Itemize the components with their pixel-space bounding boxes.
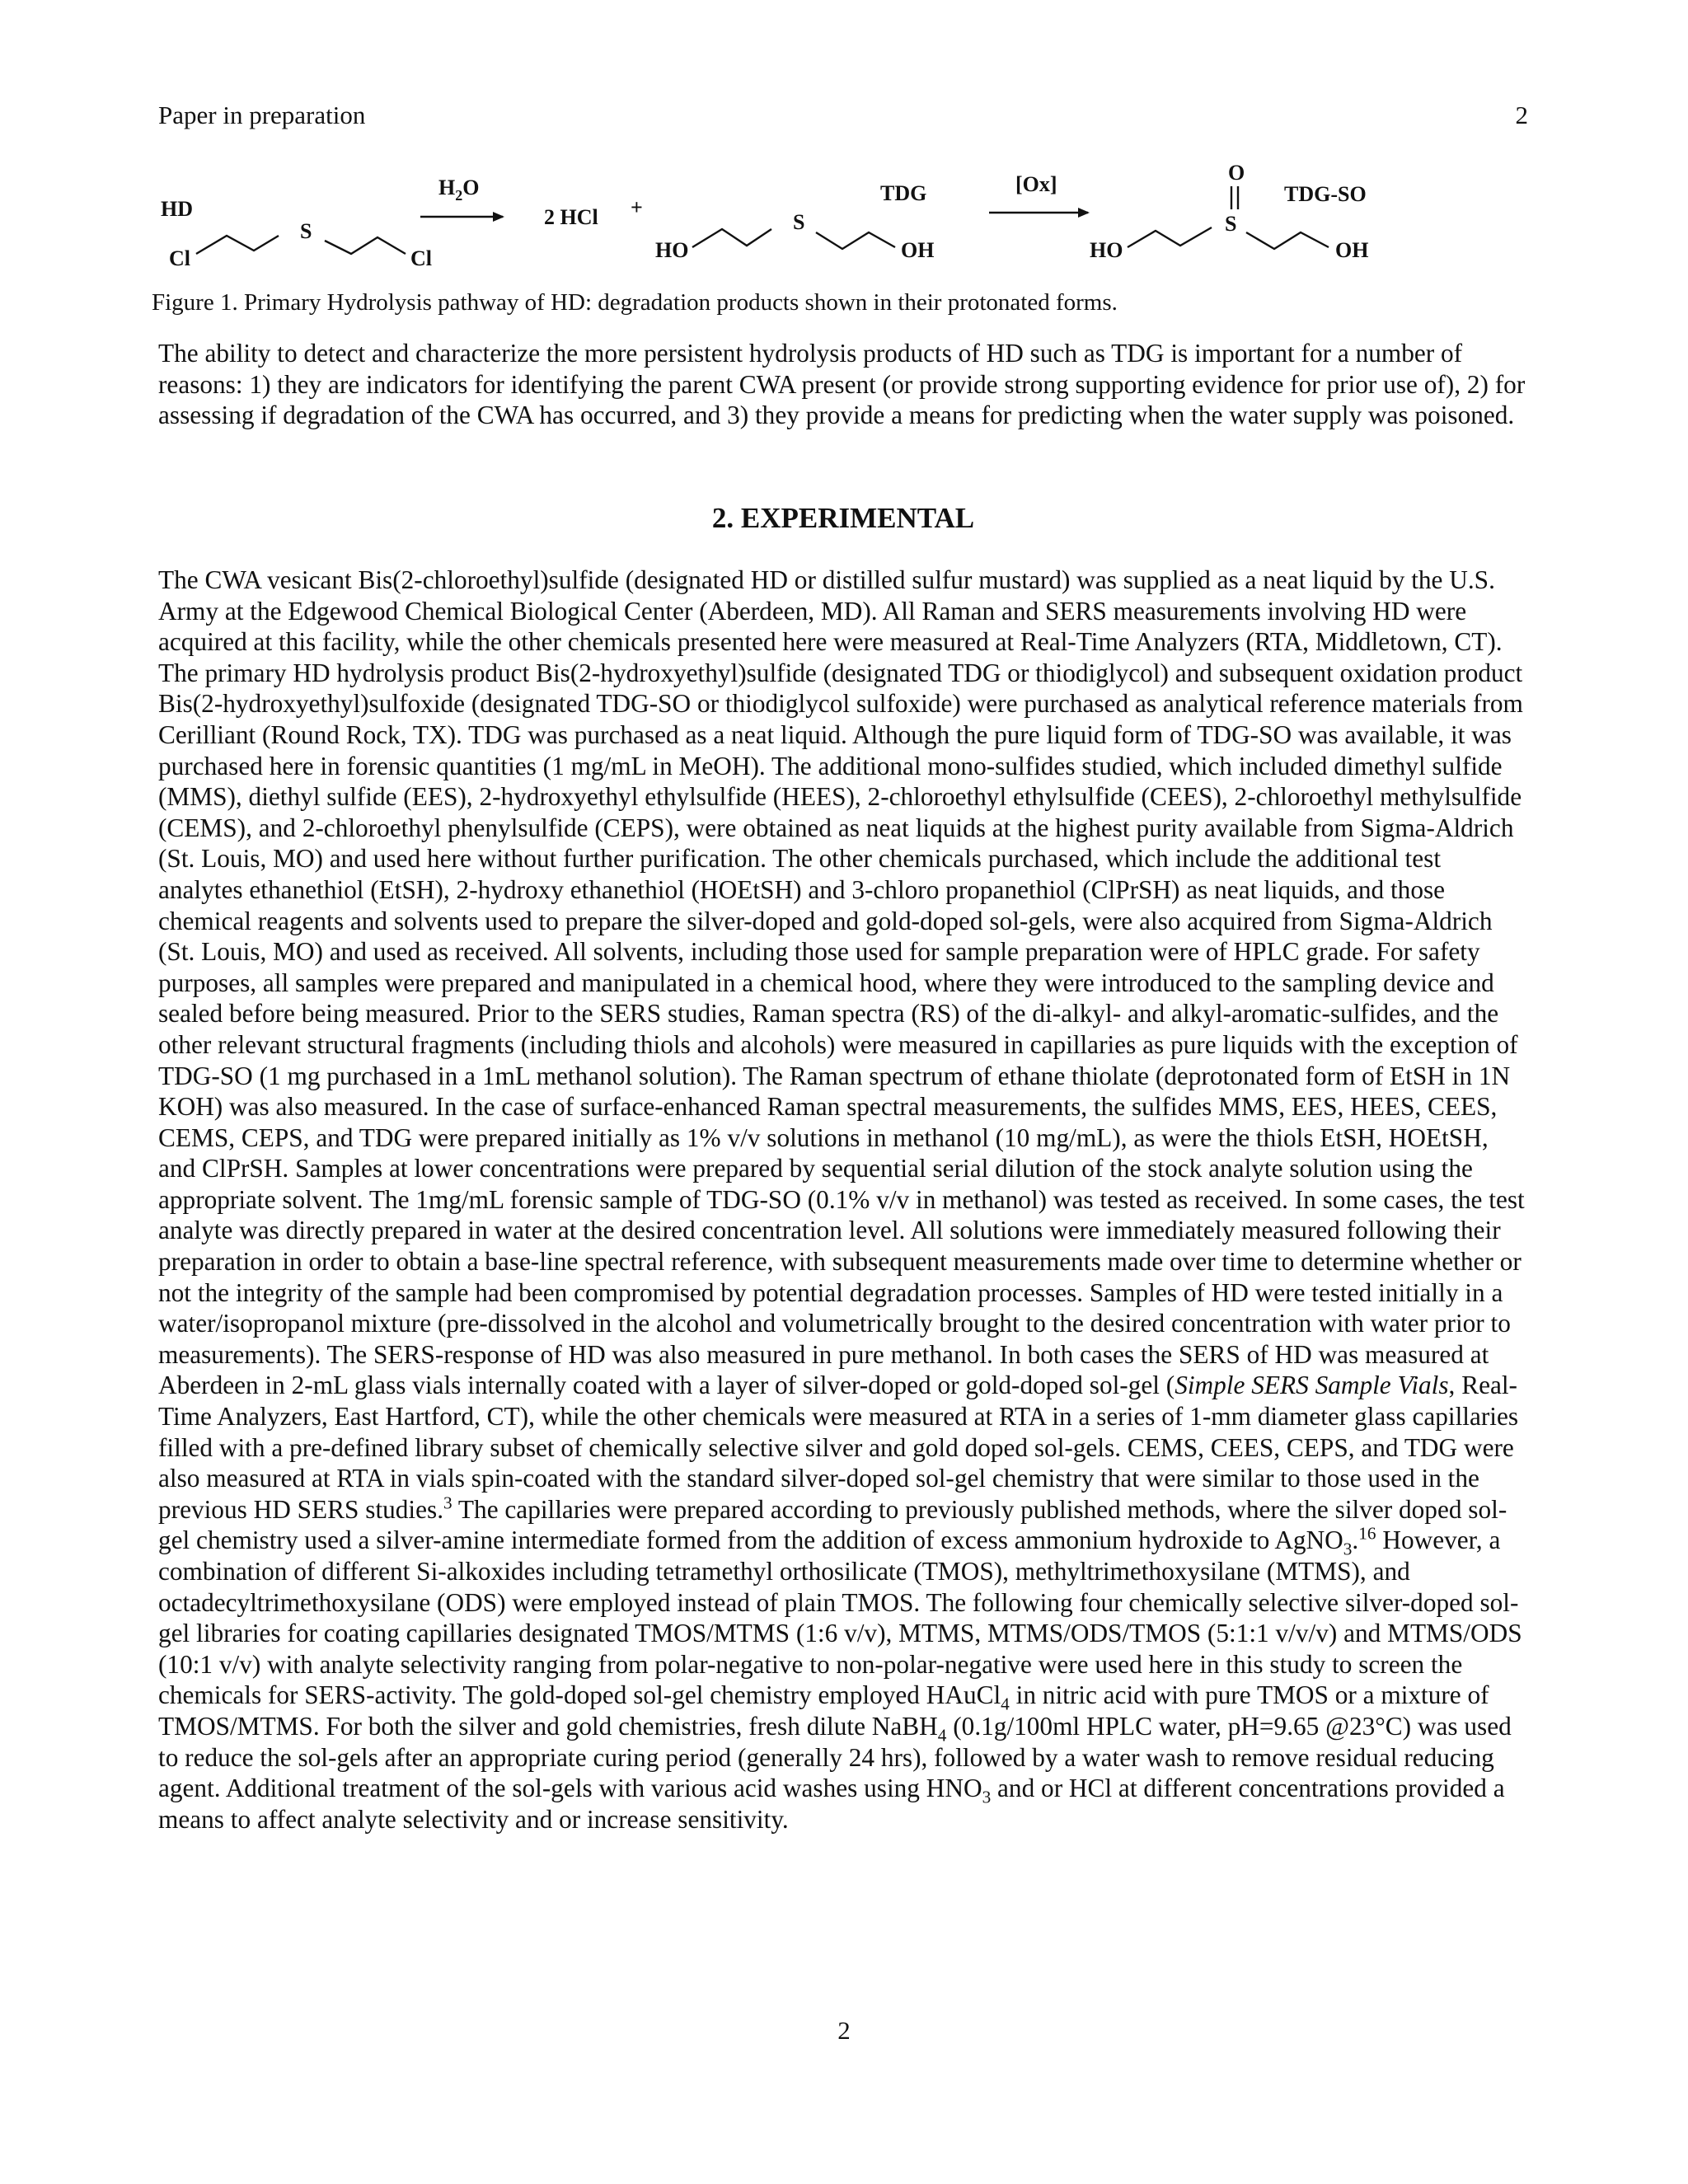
- hd-cl-right: Cl: [410, 246, 432, 270]
- plus-sign: +: [631, 195, 643, 219]
- section-heading: 2. EXPERIMENTAL: [711, 502, 975, 534]
- tdg-skeleton-right: [816, 232, 895, 249]
- hd-skeleton: [196, 236, 279, 254]
- hcl-label: 2 HCl: [544, 205, 598, 229]
- tdg-sulfur: S: [793, 210, 805, 234]
- hd-sulfur: S: [300, 219, 312, 243]
- tdg-so-label: TDG-SO: [1284, 182, 1367, 206]
- tdg-so-skeleton-right: [1246, 232, 1329, 249]
- hd-cl-left: Cl: [169, 246, 190, 270]
- figure-caption: Figure 1. Primary Hydrolysis pathway of HD: degradation products shown in their protonated forms.: [152, 289, 1118, 316]
- product-name-italic: Simple SERS Sample Vials: [1175, 1371, 1449, 1400]
- tdg-so-oh: OH: [1335, 238, 1369, 262]
- citation-ref: 3: [443, 1493, 452, 1513]
- oxidation-arrowhead: [1078, 208, 1090, 218]
- footer-page-number: 2: [837, 2016, 851, 2045]
- tdg-ho: HO: [655, 238, 689, 262]
- tdg-so-ho: HO: [1090, 238, 1123, 262]
- running-header: [158, 99, 1528, 132]
- reaction-scheme-figure: [148, 157, 1434, 280]
- sulfoxide-oxygen: O: [1228, 161, 1245, 185]
- tdg-label: TDG: [880, 181, 927, 205]
- header-title: Paper in preparation: [158, 101, 366, 129]
- tdg-so-sulfur: S: [1225, 212, 1237, 236]
- water-label: $H_2O$: [438, 176, 480, 204]
- hd-skeleton-right: [325, 237, 406, 254]
- tdg-so-skeleton-left: [1128, 227, 1212, 247]
- hydrolysis-arrowhead: [493, 212, 504, 222]
- hd-label: HD: [161, 197, 193, 221]
- header-page-number: 2: [1515, 101, 1528, 129]
- intro-paragraph: The ability to detect and characterize the more persistent hydrolysis products of HD such as TDG is important for a number of reasons: 1) they are indicators for identifying the parent CWA present (or provide strong supporting evidence for prior use of), 2) for assessing if degradation of the CWA has occurred, and 3) they provide a means for predicting when the water supply was poisoned.: [158, 339, 1526, 430]
- citation-ref: 16: [1358, 1523, 1376, 1544]
- tdg-oh: OH: [901, 238, 935, 262]
- oxidation-label: [Ox]: [1015, 172, 1057, 196]
- experimental-paragraph: The CWA vesicant Bis(2-chloroethyl)sulfide (designated HD or distilled sulfur mustard) was supplied as a neat liquid by the U.S. Army at the Edgewood Chemical Biological Center (Aberdeen, MD). All Raman and SERS measurements involving HD were acquired at this facility, while the other chemicals presented here were measured at Real-Time Analyzers (RTA, Middletown, CT). The primary HD hydrolysis product Bis(2-hydroxyethyl)sulfide (designated TDG or thiodiglycol) and subsequent oxidation product Bis(2-hydroxyethyl)sulfoxide (designated TDG-SO or thiodiglycol sulfoxide) were purchased as analytical reference materials from Cerilliant (Round Rock, TX). TDG was purchased as a neat liquid. Although the pure liquid form of TDG-SO was available, it was purchased here in forensic quantities (1 mg/mL in MeOH). The additional mono-sulfides studied, which included dimethyl sulfide (MMS), diethyl sulfide (EES), 2-hydroxyethyl ethylsulfide (HEES), 2-chloroethyl ethylsulfide (CEES), 2-chloroethyl methylsulfide (CEMS), and 2-chloroethyl phenylsulfide (CEPS), were obtained as neat liquids at the highest purity available from Sigma-Aldrich (St. Louis, MO) and used here without further purification. The other chemicals purchased, which include the additional test analytes ethanethiol (EtSH), 2-hydroxy ethanethiol (HOEtSH) and 3-chloro propanethiol (ClPrSH) as neat liquids, and those chemical reagents and solvents used to prepare the silver-doped and gold-doped sol-gels, were also acquired from Sigma-Aldrich (St. Louis, MO) and used as received. All solvents, including those used for sample preparation were of HPLC grade. For safety purposes, all samples were prepared and manipulated in a chemical hood, where they were introduced to the sampling device and sealed before being measured. Prior to the SERS studies, Raman spectra (RS) of the di-alkyl- and alkyl-aromatic-sulfides, and the other relevant structural fragments (including thiols and alcohols) were measured in capillaries as pure liquids with the exception of TDG-SO (1 mg purchased in a 1mL methanol solution). The Raman spectrum of ethane thiolate (deprotonated form of EtSH in 1N KOH) was also measured. In the case of surface-enhanced Raman spectral measurements, the sulfides MMS, EES, HEES, CEES, CEMS, CEPS, and TDG were prepared initially as 1% v/v solutions in methanol (10 mg/mL), as were the thiols EtSH, HOEtSH, and ClPrSH. Samples at lower concentrations were prepared by sequential serial dilution of the stock analyte solution using the appropriate solvent. The 1mg/mL forensic sample of TDG-SO (0.1% v/v in methanol) was tested as received. In some cases, the test analyte was directly prepared in water at the desired concentration level. All solutions were immediately measured following their preparation in order to obtain a base-line spectral reference, with subsequent measurements made over time to determine whether or not the integrity of the sample had been compromised by potential degradation processes. Samples of HD were tested initially in a water/isopropanol mixture (pre-dissolved in the alcohol and volumetrically brought to the desired concentration with water prior to measurements). The SERS-response of HD was also measured in pure methanol. In both cases the SERS of HD was measured at Aberdeen in 2-mL glass vials internally coated with a layer of silver-doped or gold-doped sol-gel (Simple SERS Sample Vials, Real-Time Analyzers, East Hartford, CT), while the other chemicals were measured at RTA in a series of 1-mm diameter glass capillaries filled with a pre-defined library subset of chemically selective silver and gold doped sol-gels. CEMS, CEES, CEPS, and TDG were also measured at RTA in vials spin-coated with the standard silver-doped sol-gel chemistry that were similar to those used in the previous HD SERS studies.$^3$ The capillaries were prepared according to previously published methods, where the silver doped sol-gel chemistry used a silver-amine intermediate formed from the addition of excess ammonium hydroxide to AgNO$_3$.$^{16}$ However, a combination of different Si-alkoxides including tetramethyl orthosilicate (TMOS), methyltrimethoxysilane (MTMS), and octadecyltrimethoxysilane (ODS) were employed instead of plain TMOS. The following four chemically selective silver-doped sol-gel libraries for coating capillaries designated TMOS/MTMS (1:6 v/v), MTMS, MTMS/ODS/TMOS (5:1:1 v/v/v) and MTMS/ODS (10:1 v/v) with analyte selectivity ranging from polar-negative to non-polar-negative were used here in this study to screen the chemicals for SERS-activity. The gold-doped sol-gel chemistry employed HAuCl$_4$ in nitric acid with pure TMOS or a mixture of TMOS/MTMS. For both the silver and gold chemistries, fresh dilute NaBH$_4$ (0.1g/100ml HPLC water, pH=9.65 @23°C) was used to reduce the sol-gels after an appropriate curing period (generally 24 hrs), followed by a water wash to remove residual reducing agent. Additional treatment of the sol-gels with various acid washes using $HNO_3$ and or HCl at different concentrations provided a means to affect analyte selectivity and or increase sensitivity.: [158, 565, 1525, 1834]
- tdg-skeleton-left: [692, 229, 771, 247]
